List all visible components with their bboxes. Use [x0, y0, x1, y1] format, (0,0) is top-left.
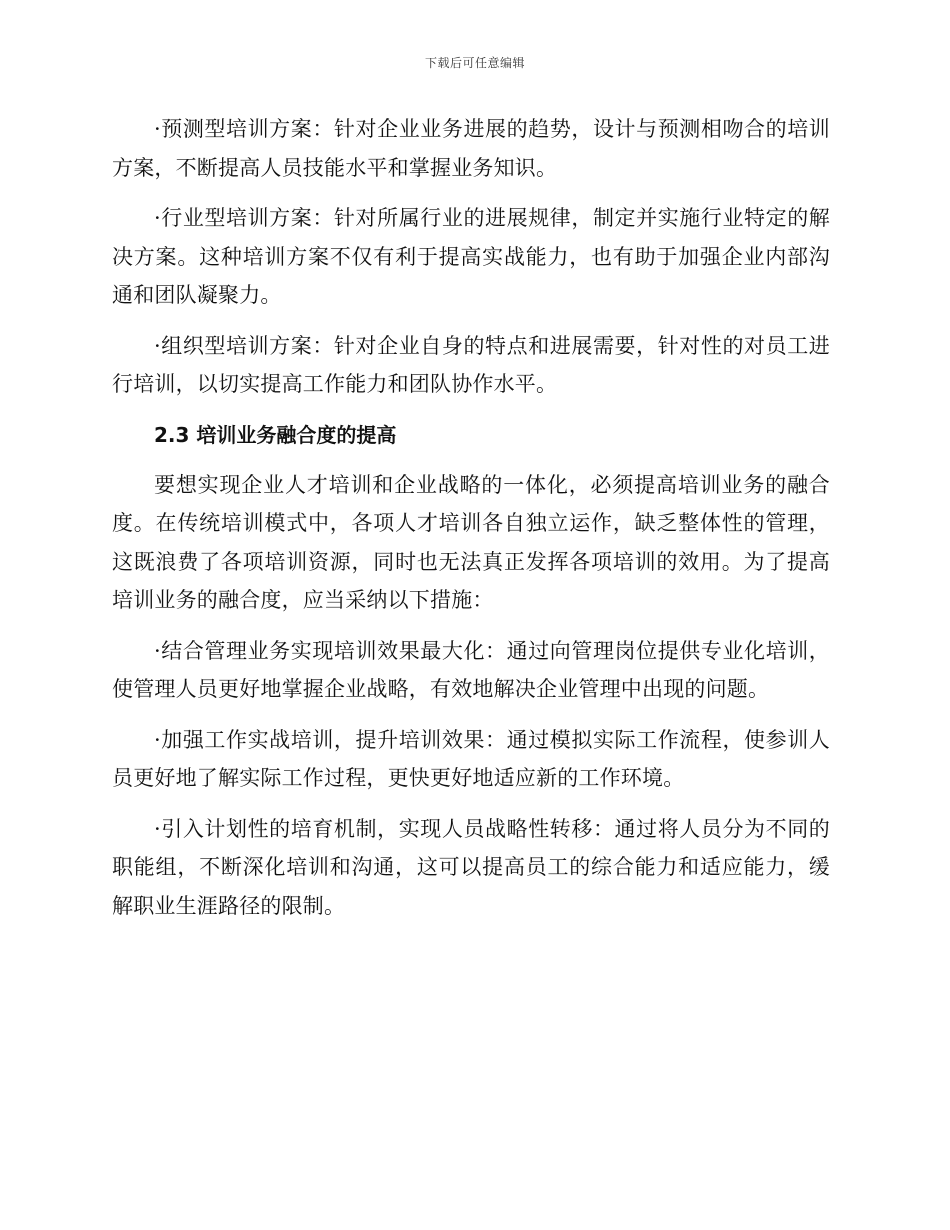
paragraph-management-integration: ·结合管理业务实现培训效果最大化：通过向管理岗位提供专业化培训，使管理人员更好地掌握企业战略，有效地解决企业管理中出现的问题。	[112, 638, 830, 701]
page-header: 下载后可任意编辑	[424, 56, 525, 70]
document-body	[112, 110, 830, 937]
paragraph-organization-training: ·组织型培训方案：针对企业自身的特点和进展需要，针对性的对员工进行培训，以切实提高工作能力和团队协作水平。	[112, 333, 830, 396]
paragraph-planned-cultivation: ·引入计划性的培育机制，实现人员战略性转移：通过将人员分为不同的职能组，不断深化培训和沟通，这可以提高员工的综合能力和适应能力，缓解职业生涯路径的限制。	[112, 816, 830, 918]
paragraph-practical-training: ·加强工作实战培训，提升培训效果：通过模拟实际工作流程，使参训人员更好地了解实际工作过程，更快更好地适应新的工作环境。	[112, 727, 830, 790]
paragraph-industry-training: ·行业型培训方案：针对所属行业的进展规律，制定并实施行业特定的解决方案。这种培训方案不仅有利于提高实战能力，也有助于加强企业内部沟通和团队凝聚力。	[112, 206, 830, 307]
section-heading: 2.3 培训业务融合度的提高	[154, 422, 397, 447]
paragraph-forecast-training: ·预测型培训方案：针对企业业务进展的趋势，设计与预测相吻合的培训方案，不断提高人员技能水平和掌握业务知识。	[112, 117, 830, 180]
paragraph-integration-intro: 要想实现企业人才培训和企业战略的一体化，必须提高培训业务的融合度。在传统培训模式中，各项人才培训各自独立运作，缺乏整体性的管理，这既浪费了各项培训资源，同时也无法真正发挥各项培训的效用。为了提高培训业务的融合度，应当采纳以下措施：	[112, 472, 830, 612]
